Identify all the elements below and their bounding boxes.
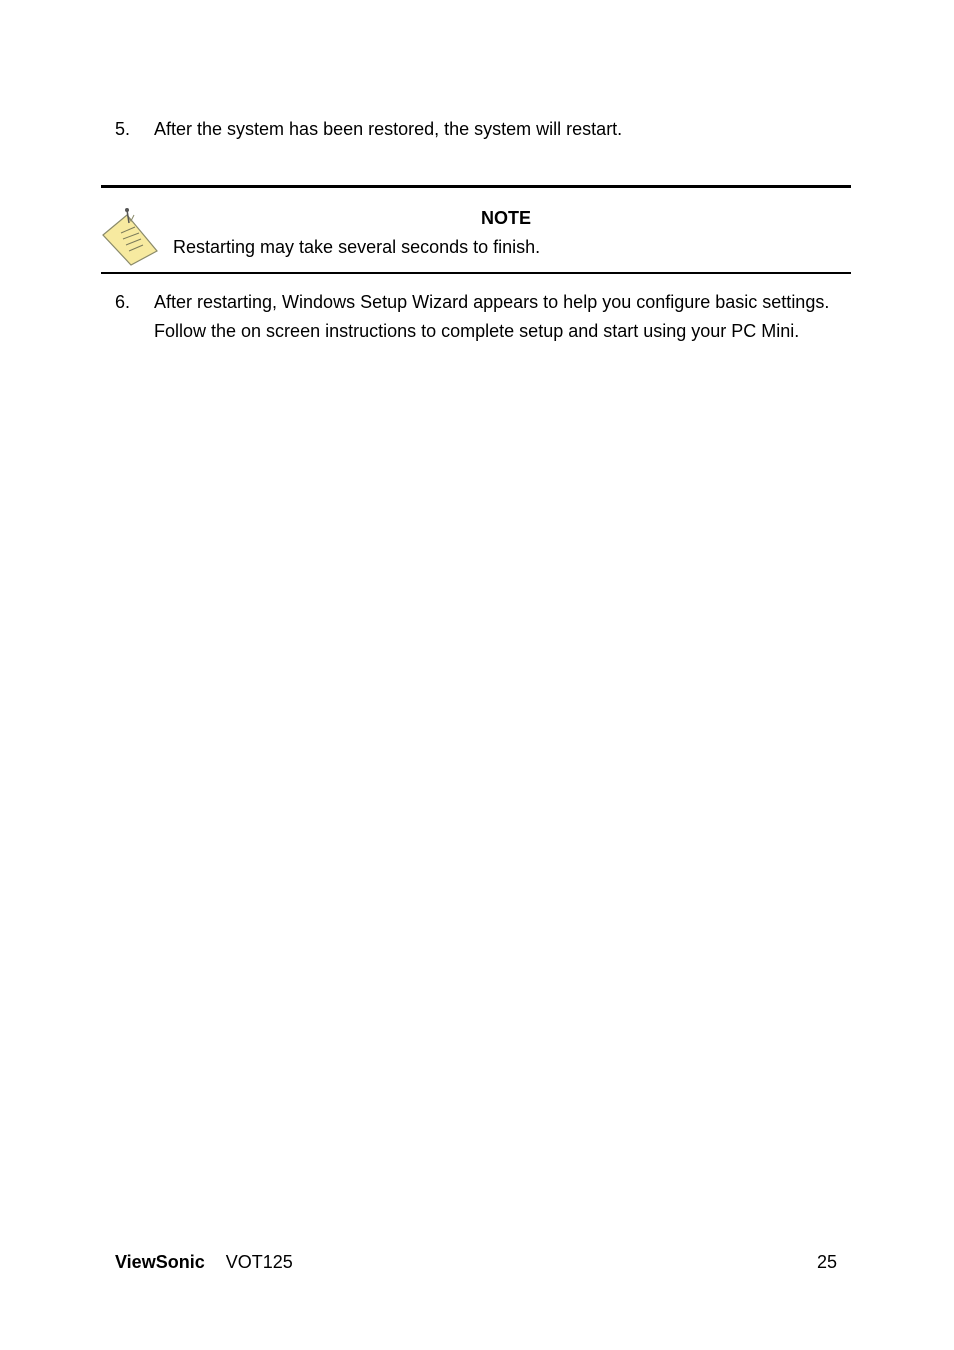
step-5	[115, 115, 845, 144]
page-number: 25	[816, 1252, 837, 1272]
step-text: After the system has been restored, the system will restart.	[154, 119, 623, 139]
note-text: Restarting may take several seconds to finish.	[173, 237, 541, 257]
footer-brand: ViewSonic	[115, 1252, 205, 1272]
step-6	[115, 288, 845, 346]
note-box	[101, 185, 851, 274]
step-number: 5.	[115, 119, 131, 139]
step-text: After restarting, Windows Setup Wizard appears to help you configure basic settings. Follow the on screen instructions to complete setup and start using your PC Mini.	[154, 292, 830, 341]
page-footer	[115, 1250, 837, 1274]
note-title: NOTE	[480, 208, 531, 228]
footer-model: VOT125	[225, 1252, 293, 1272]
step-number: 6.	[115, 292, 131, 312]
